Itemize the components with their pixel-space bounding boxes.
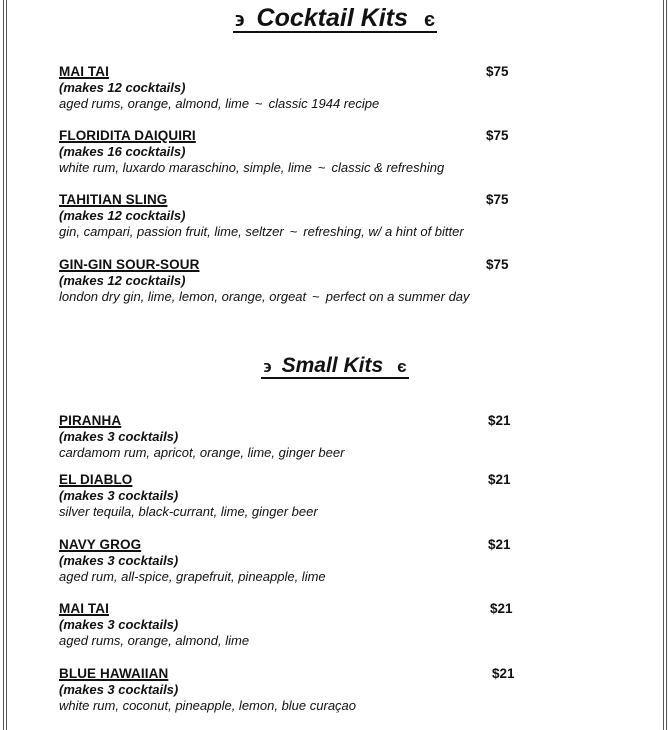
menu-item-mai-tai-small [59, 601, 519, 649]
item-price: $75 [486, 257, 509, 272]
item-price: $21 [488, 537, 511, 552]
item-ingredients: london dry gin, lime, lemon, orange, orgeat [59, 289, 307, 304]
menu-item-el-diablo [59, 472, 519, 520]
item-name: MAI TAI [59, 64, 109, 79]
item-price: $75 [486, 192, 509, 207]
item-ingredients: aged rums, orange, almond, lime [59, 96, 250, 111]
menu-item-piranha [59, 413, 519, 461]
item-note: classic & refreshing [331, 160, 445, 175]
item-servings: (makes 3 cocktails) [59, 617, 179, 632]
menu-item-mai-tai-kit [59, 64, 519, 112]
item-name: TAHITIAN SLING [59, 192, 168, 207]
item-description: aged rums, orange, almond, lime [59, 633, 250, 648]
item-price: $21 [492, 666, 515, 681]
item-servings: (makes 16 cocktails) [59, 144, 186, 159]
section-title-text: Small Kits [281, 354, 384, 377]
menu-item-floridita-daiquiri [59, 128, 519, 176]
section-title-cocktail-kits [0, 4, 670, 33]
menu-item-blue-hawaiian [59, 666, 519, 714]
separator: ~ [317, 160, 326, 175]
item-name: GIN-GIN SOUR-SOUR [59, 257, 200, 272]
item-servings: (makes 3 cocktails) [59, 682, 179, 697]
item-description: silver tequila, black-currant, lime, ginger beer [59, 504, 318, 519]
menu-item-gin-gin-sour-sour [59, 257, 519, 305]
item-description: cardamom rum, apricot, orange, lime, ginger beer [59, 445, 345, 460]
ornament-right-icon: є [397, 357, 407, 376]
item-name: FLORIDITA DAIQUIRI [59, 128, 196, 143]
separator: ~ [312, 289, 320, 304]
item-name: PIRANHA [59, 413, 122, 428]
ornament-left-icon: ϶ [263, 357, 272, 376]
item-description [59, 289, 519, 305]
menu-item-tahitian-sling [59, 192, 519, 240]
section-title-small-kits [0, 354, 670, 379]
separator: ~ [289, 224, 298, 239]
item-ingredients: white rum, luxardo maraschino, simple, lime [59, 160, 312, 175]
ornament-left-icon: ϶ [234, 9, 245, 31]
item-note: classic 1944 recipe [268, 96, 380, 111]
item-price: $75 [486, 128, 509, 143]
item-description [59, 224, 519, 240]
item-note: refreshing, w/ a hint of bitter [303, 224, 464, 239]
item-name: EL DIABLO [59, 472, 133, 487]
item-name: BLUE HAWAIIAN [59, 666, 169, 681]
item-name: MAI TAI [59, 601, 109, 616]
item-servings: (makes 12 cocktails) [59, 273, 186, 288]
separator: ~ [255, 96, 263, 111]
item-price: $21 [488, 472, 511, 487]
item-servings: (makes 3 cocktails) [59, 553, 179, 568]
item-servings: (makes 12 cocktails) [59, 80, 186, 95]
item-servings: (makes 3 cocktails) [59, 429, 179, 444]
ornament-right-icon: є [423, 9, 436, 31]
item-note: perfect on a summer day [325, 289, 470, 304]
item-description: white rum, coconut, pineapple, lemon, blue curaçao [59, 698, 357, 713]
item-servings: (makes 12 cocktails) [59, 208, 186, 223]
item-description: aged rum, all-spice, grapefruit, pineapple, lime [59, 569, 326, 584]
item-servings: (makes 3 cocktails) [59, 488, 179, 503]
section-title-text: Cocktail Kits [256, 4, 408, 32]
item-price: $21 [488, 413, 511, 428]
item-description [59, 160, 519, 176]
item-name: NAVY GROG [59, 537, 142, 552]
item-price: $75 [486, 64, 509, 79]
menu-item-navy-grog [59, 537, 519, 585]
item-price: $21 [490, 601, 513, 616]
item-description [59, 96, 519, 112]
item-ingredients: gin, campari, passion fruit, lime, seltzer [59, 224, 284, 239]
